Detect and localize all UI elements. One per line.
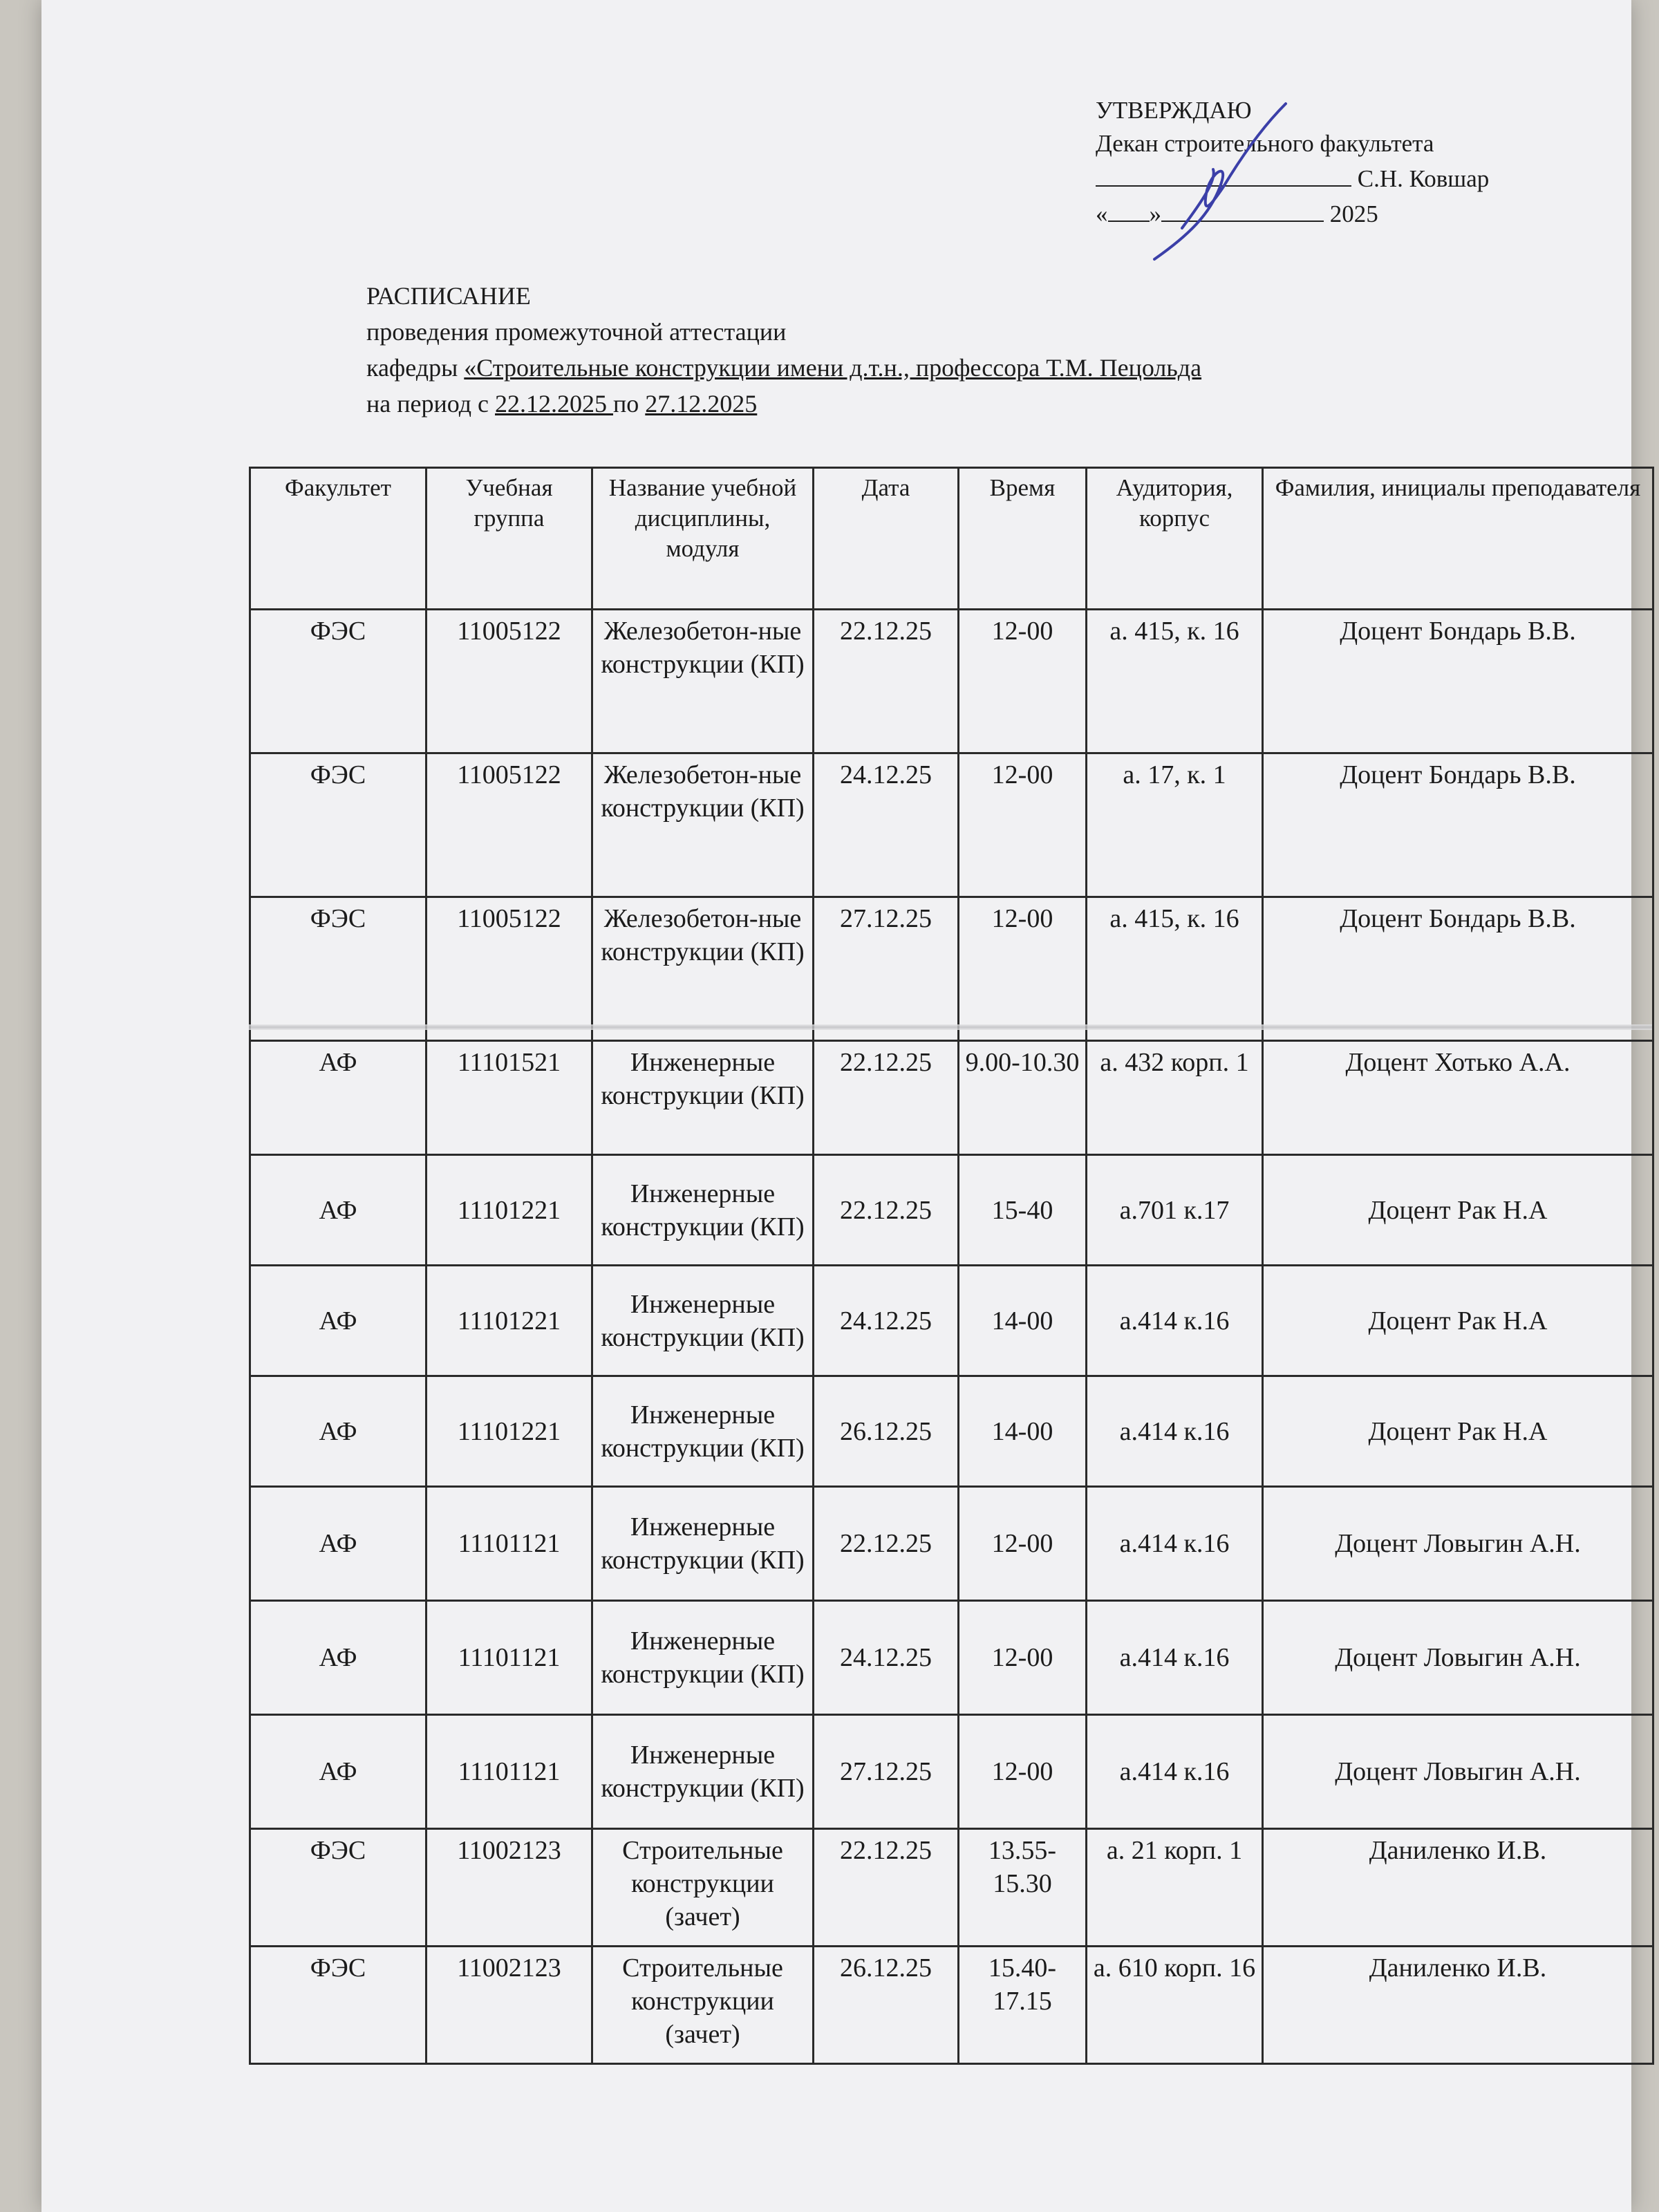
cell-room: а. 432 корп. 1 (1087, 1041, 1263, 1155)
cell-room: а.414 к.16 (1087, 1376, 1263, 1487)
handwritten-signature (1141, 97, 1300, 263)
cell-faculty: ФЭС (250, 610, 427, 753)
document-header (366, 278, 1201, 422)
cell-date: 22.12.25 (814, 1487, 959, 1601)
header-line-2: проведения промежуточной аттестации (366, 318, 787, 346)
document-title: РАСПИСАНИЕ (366, 282, 531, 310)
cell-faculty: АФ (250, 1601, 427, 1715)
period-mid: по (613, 390, 646, 418)
cell-faculty: АФ (250, 1376, 427, 1487)
cell-subject: Железобетон-ные конструкции (КП) (592, 897, 814, 1041)
cell-group: 11002123 (427, 1947, 592, 2064)
cell-teacher: Доцент Бондарь В.В. (1263, 610, 1653, 753)
header-line-3 (366, 350, 1201, 386)
approval-position: Декан строительного факультета (1096, 130, 1434, 157)
table-row (250, 1947, 1653, 2064)
header-line-4 (366, 386, 1201, 422)
cell-date: 22.12.25 (814, 1155, 959, 1266)
cell-time: 12-00 (959, 753, 1087, 897)
cell-room: а. 415, к. 16 (1087, 897, 1263, 1041)
cell-date: 22.12.25 (814, 1829, 959, 1947)
cell-subject: Железобетон-ные конструкции (КП) (592, 753, 814, 897)
cell-group: 11005122 (427, 610, 592, 753)
cell-date: 26.12.25 (814, 1947, 959, 2064)
cell-group: 11101121 (427, 1601, 592, 1715)
cell-faculty: АФ (250, 1266, 427, 1376)
cell-faculty: ФЭС (250, 1829, 427, 1947)
department-name: «Строительные конструкции имени д.т.н., профессора Т.М. Пецольда (464, 354, 1202, 382)
cell-time: 14-00 (959, 1266, 1087, 1376)
cell-date: 24.12.25 (814, 753, 959, 897)
cell-faculty: АФ (250, 1715, 427, 1829)
table-row (250, 1487, 1653, 1601)
cell-room: а.701 к.17 (1087, 1155, 1263, 1266)
cell-time: 9.00-10.30 (959, 1041, 1087, 1155)
table-row (250, 1155, 1653, 1266)
cell-subject: Инженерные конструкции (КП) (592, 1715, 814, 1829)
date-open-quote: « (1096, 200, 1108, 227)
cell-faculty: АФ (250, 1155, 427, 1266)
cell-date: 27.12.25 (814, 1715, 959, 1829)
cell-time: 12-00 (959, 610, 1087, 753)
cell-faculty: АФ (250, 1487, 427, 1601)
cell-subject: Инженерные конструкции (КП) (592, 1487, 814, 1601)
cell-subject: Инженерные конструкции (КП) (592, 1376, 814, 1487)
col-header-time: Время (959, 468, 1087, 610)
cell-teacher: Доцент Ловыгин А.Н. (1263, 1487, 1653, 1601)
approval-name: С.Н. Ковшар (1357, 165, 1490, 192)
col-header-teacher: Фамилия, инициалы преподавателя (1263, 468, 1653, 610)
period-prefix: на период с (366, 390, 496, 418)
approval-title: УТВЕРЖДАЮ (1096, 97, 1252, 124)
col-header-date: Дата (814, 468, 959, 610)
cell-room: а. 415, к. 16 (1087, 610, 1263, 753)
approval-year: 2025 (1329, 200, 1378, 227)
cell-date: 24.12.25 (814, 1601, 959, 1715)
cell-time: 15.40-17.15 (959, 1947, 1087, 2064)
cell-group: 11101221 (427, 1266, 592, 1376)
cell-time: 12-00 (959, 1487, 1087, 1601)
cell-teacher: Доцент Рак Н.А (1263, 1155, 1653, 1266)
cell-time: 13.55-15.30 (959, 1829, 1087, 1947)
cell-subject: Инженерные конструкции (КП) (592, 1041, 814, 1155)
cell-teacher: Доцент Бондарь В.В. (1263, 753, 1653, 897)
table-row (250, 897, 1653, 1041)
cell-room: а.414 к.16 (1087, 1715, 1263, 1829)
cell-teacher: Даниленко И.В. (1263, 1947, 1653, 2064)
cell-teacher: Доцент Ловыгин А.Н. (1263, 1601, 1653, 1715)
cell-room: а.414 к.16 (1087, 1601, 1263, 1715)
table-row (250, 1376, 1653, 1487)
table-row (250, 1266, 1653, 1376)
cell-group: 11101121 (427, 1487, 592, 1601)
department-prefix: кафедры (366, 354, 465, 382)
cell-time: 12-00 (959, 897, 1087, 1041)
cell-group: 11101221 (427, 1376, 592, 1487)
cell-room: а.414 к.16 (1087, 1266, 1263, 1376)
cell-group: 11101121 (427, 1715, 592, 1829)
period-from: 22.12.2025 (495, 390, 614, 418)
col-header-faculty: Факультет (250, 468, 427, 610)
cell-subject: Строительные конструкции (зачет) (592, 1829, 814, 1947)
cell-date: 26.12.25 (814, 1376, 959, 1487)
cell-time: 12-00 (959, 1715, 1087, 1829)
col-header-group: Учебная группа (427, 468, 592, 610)
cell-subject: Железобетон-ные конструкции (КП) (592, 610, 814, 753)
table-row (250, 1829, 1653, 1947)
cell-subject: Строительные конструкции (зачет) (592, 1947, 814, 2064)
cell-room: а. 610 корп. 16 (1087, 1947, 1263, 2064)
date-close-quote: » (1149, 200, 1161, 227)
cell-room: а. 17, к. 1 (1087, 753, 1263, 897)
cell-group: 11005122 (427, 897, 592, 1041)
cell-teacher: Даниленко И.В. (1263, 1829, 1653, 1947)
cell-faculty: АФ (250, 1041, 427, 1155)
cell-subject: Инженерные конструкции (КП) (592, 1155, 814, 1266)
paper-sheet (41, 0, 1641, 2212)
table-row (250, 753, 1653, 897)
schedule-table (249, 467, 1654, 2065)
cell-subject: Инженерные конструкции (КП) (592, 1601, 814, 1715)
cell-group: 11002123 (427, 1829, 592, 1947)
cell-teacher: Доцент Ловыгин А.Н. (1263, 1715, 1653, 1829)
cell-group: 11101221 (427, 1155, 592, 1266)
col-header-room: Аудитория, корпус (1087, 468, 1263, 610)
cell-date: 24.12.25 (814, 1266, 959, 1376)
table-row (250, 1715, 1653, 1829)
cell-teacher: Доцент Рак Н.А (1263, 1376, 1653, 1487)
cell-teacher: Доцент Хотько А.А. (1263, 1041, 1653, 1155)
cell-date: 22.12.25 (814, 610, 959, 753)
cell-time: 12-00 (959, 1601, 1087, 1715)
cell-group: 11005122 (427, 753, 592, 897)
table-row (250, 610, 1653, 753)
cell-teacher: Доцент Рак Н.А (1263, 1266, 1653, 1376)
table-row (250, 1041, 1653, 1155)
table-row (250, 1601, 1653, 1715)
cell-room: а. 21 корп. 1 (1087, 1829, 1263, 1947)
cell-date: 27.12.25 (814, 897, 959, 1041)
cell-time: 15-40 (959, 1155, 1087, 1266)
cell-faculty: ФЭС (250, 753, 427, 897)
cell-room: а.414 к.16 (1087, 1487, 1263, 1601)
cell-time: 14-00 (959, 1376, 1087, 1487)
cell-subject: Инженерные конструкции (КП) (592, 1266, 814, 1376)
cell-faculty: ФЭС (250, 1947, 427, 2064)
table-header-row (250, 468, 1653, 610)
period-to: 27.12.2025 (645, 390, 758, 418)
paper-fold-line (249, 1024, 1652, 1030)
cell-teacher: Доцент Бондарь В.В. (1263, 897, 1653, 1041)
cell-group: 11101521 (427, 1041, 592, 1155)
col-header-subject: Название учебной дисциплины, модуля (592, 468, 814, 610)
cell-faculty: ФЭС (250, 897, 427, 1041)
cell-date: 22.12.25 (814, 1041, 959, 1155)
